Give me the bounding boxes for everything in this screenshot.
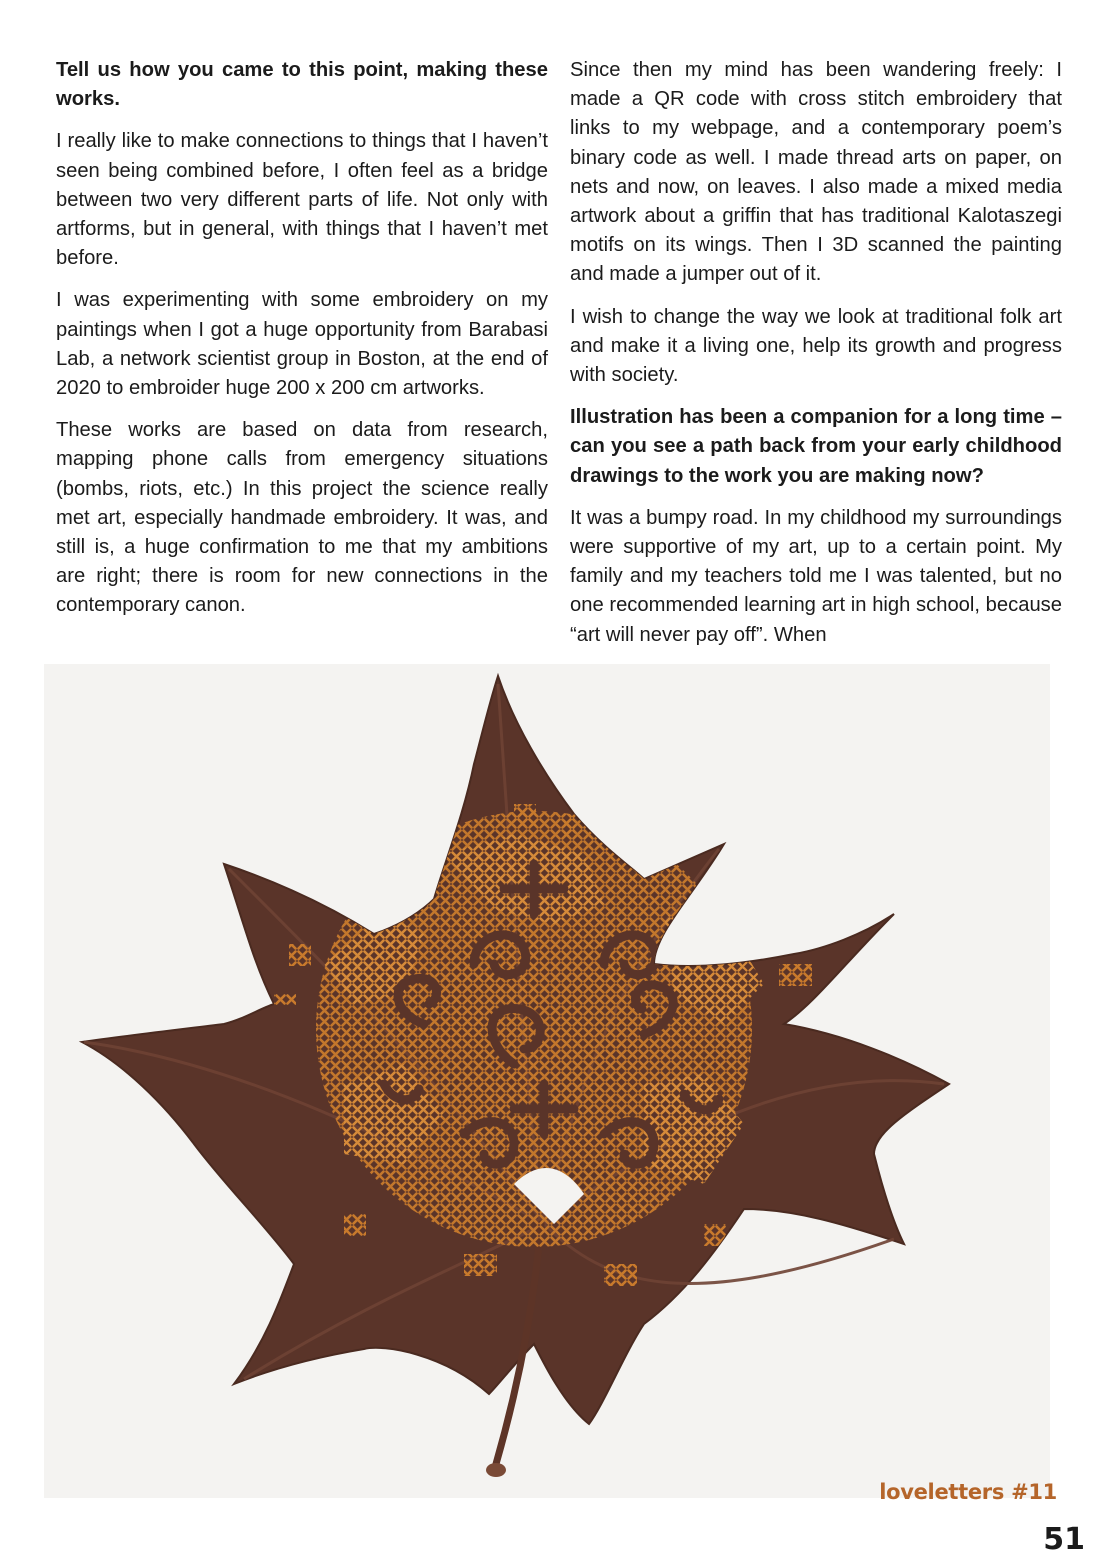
- article-right-column: [570, 56, 1062, 663]
- issue-label: loveletters #11: [879, 1480, 1057, 1504]
- interview-answer: Since then my mind has been wandering freely: I made a QR code with cross stitch embroidery that links to my webpage, and a contemporary poem’s binary code as well. I made thread arts on paper, on nets and now, on leaves. I also made a mixed media artwork about a griffin that has traditional Kalotaszegi motifs on its wings. Then I 3D scanned the painting and made a jumper out of it.: [570, 59, 1062, 286]
- interview-question: Tell us how you came to this point, making these works.: [56, 59, 548, 111]
- embroidered-leaf-illustration: [44, 664, 1050, 1498]
- interview-question: Illustration has been a companion for a long time – can you see a path back from your early childhood drawings to the work you are making now?: [570, 406, 1062, 487]
- interview-answer: These works are based on data from research, mapping phone calls from emergency situations (bombs, riots, etc.) In this project the science really met art, especially handmade embroidery. It was, and still is, a huge confirmation to me that my ambitions are right; there is room for new connections in the contemporary canon.: [56, 419, 548, 617]
- interview-answer: It was a bumpy road. In my childhood my surroundings were supportive of my art, up to a certain point. My family and my teachers told me I was talented, but no one recommended learning art in high school, because “art will never pay off”. When: [570, 506, 1062, 646]
- article-left-column: [56, 56, 548, 634]
- page-number: 51: [1043, 1522, 1085, 1557]
- interview-answer: I was experimenting with some embroidery on my paintings when I got a huge opportunity from Barabasi Lab, a network scientist group in Boston, at the end of 2020 to embroider huge 200 x 200 cm artworks.: [56, 289, 548, 400]
- interview-answer: I really like to make connections to things that I haven’t seen being combined before, I often feel as a bridge between two very different parts of life. Not only with artforms, but in general, with things that I haven’t met before.: [56, 130, 548, 270]
- interview-answer: I wish to change the way we look at traditional folk art and make it a living one, help its growth and progress with society.: [570, 305, 1062, 387]
- leaf-embroidery-photo: [44, 664, 1050, 1498]
